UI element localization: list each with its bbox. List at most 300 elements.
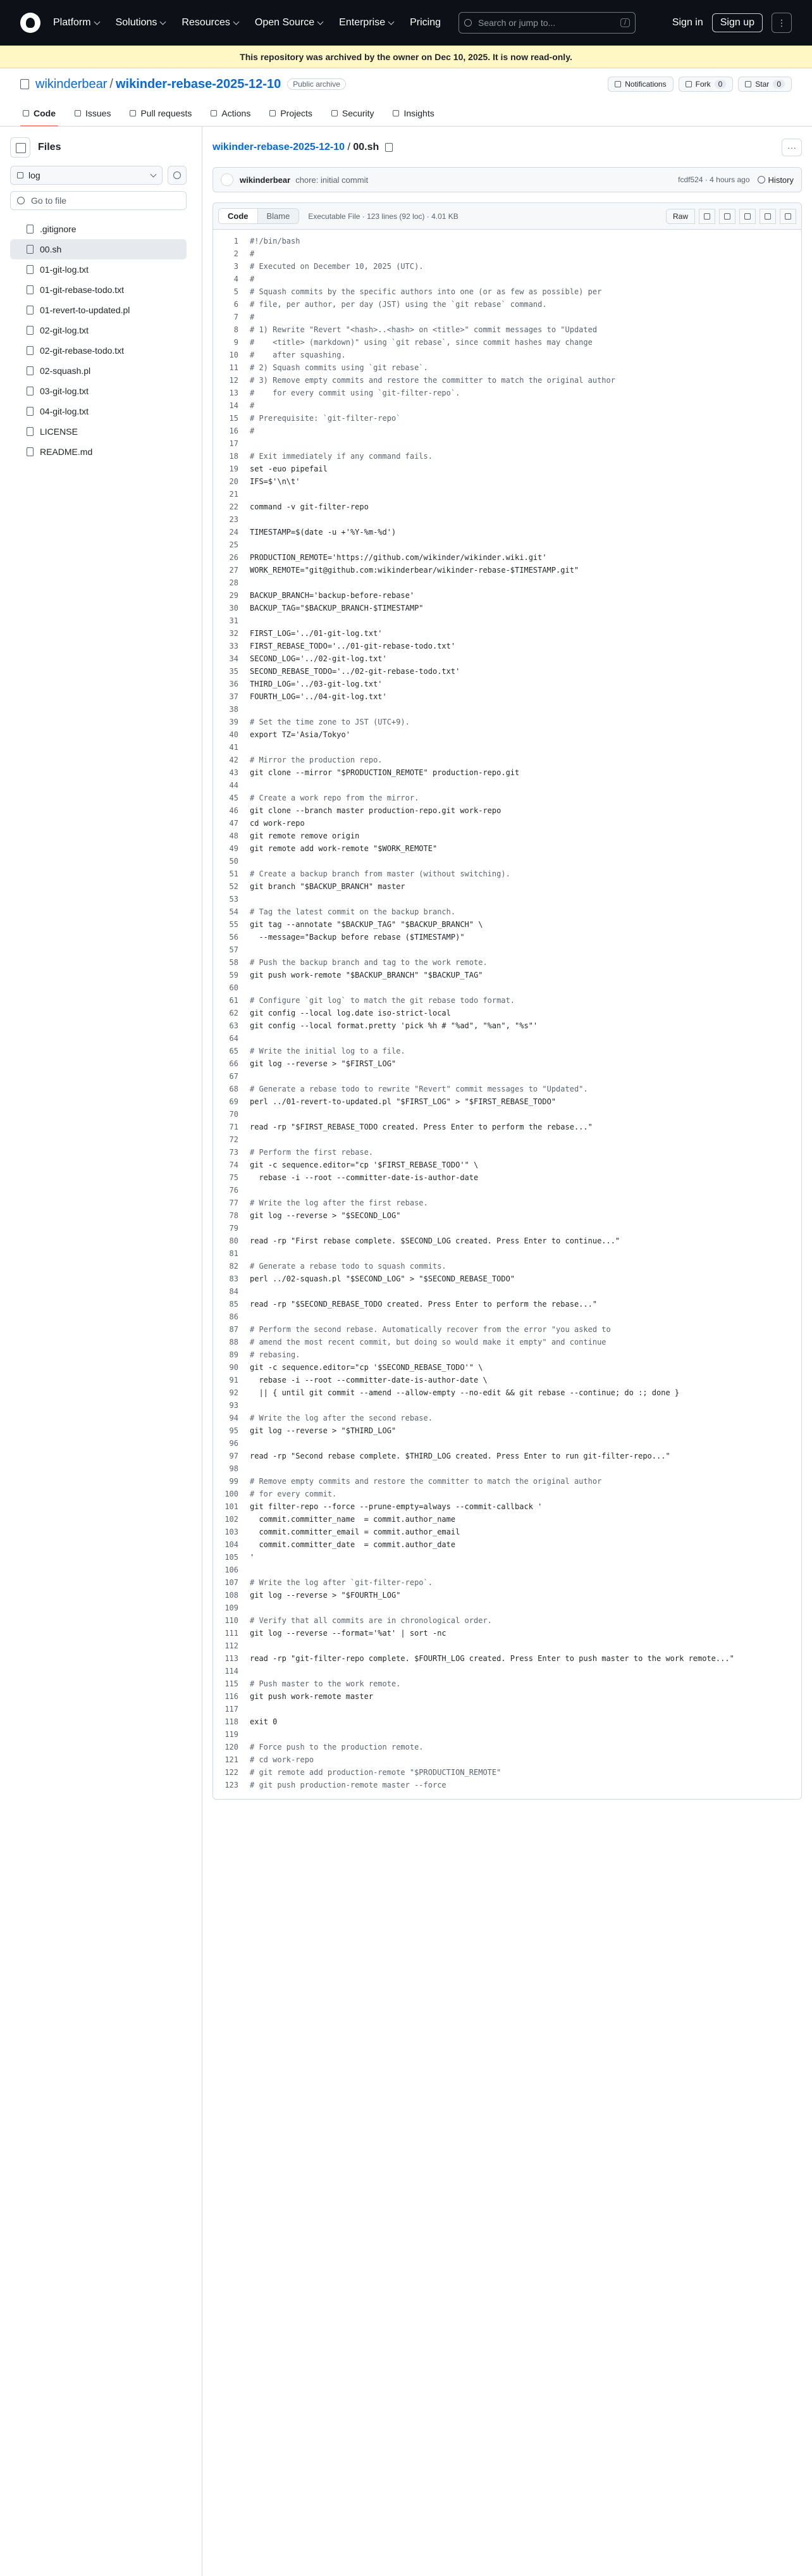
commit-meta[interactable]: fcdf524 · 4 hours ago bbox=[678, 175, 750, 184]
line-number[interactable]: 32 bbox=[229, 629, 238, 638]
nav-open-source[interactable]: Open Source bbox=[255, 17, 323, 28]
line-content: # Perform the second rebase. Automatically recover from the error "you asked to bbox=[250, 1325, 611, 1334]
line-number[interactable]: 82 bbox=[229, 1262, 238, 1271]
tab-issues[interactable]: Issues bbox=[72, 100, 113, 126]
line-content: # amend the most recent commit, but doing so would make it empty" and continue bbox=[250, 1338, 606, 1347]
line-content: commit.committer_name = commit.author_name bbox=[250, 1515, 456, 1524]
line-number[interactable]: 67 bbox=[229, 1072, 238, 1081]
line-number[interactable]: 101 bbox=[225, 1502, 238, 1511]
line-number[interactable]: 118 bbox=[225, 1717, 238, 1726]
file-tree-item-label: 04-git-log.txt bbox=[40, 406, 89, 416]
line-content: # after squashing. bbox=[250, 351, 346, 359]
raw-button[interactable]: Raw bbox=[666, 209, 695, 224]
file-tree-sidebar bbox=[0, 127, 202, 2576]
breadcrumb: wikinder-rebase-2025-12-10 / 00.sh bbox=[212, 142, 379, 152]
line-number[interactable]: 69 bbox=[229, 1097, 238, 1106]
line-number[interactable]: 50 bbox=[229, 857, 238, 866]
code-line bbox=[213, 905, 801, 918]
file-icon bbox=[27, 407, 34, 416]
line-content: # Push the backup branch and tag to the work remote. bbox=[250, 958, 488, 967]
global-nav bbox=[53, 17, 441, 28]
line-number[interactable]: 15 bbox=[229, 414, 238, 423]
tab-projects[interactable]: Projects bbox=[267, 100, 315, 126]
global-header bbox=[0, 0, 812, 46]
file-tree-item[interactable] bbox=[10, 361, 187, 381]
shield-icon bbox=[331, 110, 338, 116]
line-number[interactable]: 40 bbox=[229, 730, 238, 739]
copy-raw-icon[interactable] bbox=[699, 209, 715, 224]
file-tree-item[interactable] bbox=[10, 320, 187, 340]
line-number[interactable]: 6 bbox=[233, 300, 238, 309]
copy-path-icon[interactable] bbox=[385, 143, 393, 152]
code-line bbox=[213, 513, 801, 526]
line-content: # Mirror the production repo. bbox=[250, 756, 383, 764]
line-number[interactable]: 74 bbox=[229, 1160, 238, 1169]
line-number[interactable]: 109 bbox=[225, 1603, 238, 1612]
line-content: # Create a work repo from the mirror. bbox=[250, 793, 419, 802]
line-number[interactable]: 33 bbox=[229, 642, 238, 650]
line-content: set -euo pipefail bbox=[250, 464, 328, 473]
line-number[interactable]: 93 bbox=[229, 1401, 238, 1410]
line-number[interactable]: 46 bbox=[229, 806, 238, 815]
line-number[interactable]: 97 bbox=[229, 1452, 238, 1460]
line-content: rebase -i --root --committer-date-is-author-date \ bbox=[250, 1376, 488, 1384]
code-line bbox=[213, 501, 801, 513]
line-number[interactable]: 81 bbox=[229, 1249, 238, 1258]
breadcrumb-repo-link[interactable]: wikinder-rebase-2025-12-10 bbox=[212, 142, 345, 152]
file-icon bbox=[27, 427, 34, 436]
line-number[interactable]: 89 bbox=[229, 1350, 238, 1359]
line-number[interactable]: 38 bbox=[229, 705, 238, 714]
line-number[interactable]: 12 bbox=[229, 376, 238, 385]
code-line bbox=[213, 1222, 801, 1235]
file-tree-item[interactable] bbox=[10, 340, 187, 361]
line-number[interactable]: 113 bbox=[225, 1654, 238, 1663]
line-number[interactable]: 63 bbox=[229, 1021, 238, 1030]
line-number[interactable]: 11 bbox=[229, 363, 238, 372]
code-line bbox=[213, 1247, 801, 1260]
line-number[interactable]: 45 bbox=[229, 793, 238, 802]
code-line bbox=[213, 1526, 801, 1538]
line-number[interactable]: 112 bbox=[225, 1641, 238, 1650]
line-number[interactable]: 57 bbox=[229, 945, 238, 954]
branch-selector[interactable]: log bbox=[10, 166, 163, 185]
line-number[interactable]: 77 bbox=[229, 1198, 238, 1207]
code-line bbox=[213, 526, 801, 538]
line-content: FIRST_LOG='../01-git-log.txt' bbox=[250, 629, 383, 638]
line-number[interactable]: 56 bbox=[229, 933, 238, 942]
line-number[interactable]: 60 bbox=[229, 983, 238, 992]
line-number[interactable]: 111 bbox=[225, 1629, 238, 1638]
file-tree-item[interactable] bbox=[10, 239, 187, 259]
chevron-down-icon[interactable] bbox=[760, 209, 776, 224]
line-content: # bbox=[250, 426, 255, 435]
line-content: git -c sequence.editor="cp '$FIRST_REBASE_TODO'" \ bbox=[250, 1160, 479, 1169]
fork-button[interactable]: Fork 0 bbox=[679, 77, 734, 92]
line-number[interactable]: 55 bbox=[229, 920, 238, 929]
line-number[interactable]: 78 bbox=[229, 1211, 238, 1220]
line-number[interactable]: 34 bbox=[229, 654, 238, 663]
code-line bbox=[213, 1298, 801, 1310]
file-view bbox=[202, 127, 812, 2576]
line-number[interactable]: 53 bbox=[229, 895, 238, 904]
line-content: # bbox=[250, 313, 255, 321]
line-content: git push work-remote "$BACKUP_BRANCH" "$BACKUP_TAG" bbox=[250, 971, 483, 980]
code-line bbox=[213, 1437, 801, 1450]
file-icon bbox=[27, 366, 34, 375]
line-number[interactable]: 48 bbox=[229, 831, 238, 840]
go-to-file-input[interactable]: Go to file bbox=[10, 191, 187, 210]
tab-blame-view[interactable]: Blame bbox=[258, 209, 299, 223]
tab-insights[interactable]: Insights bbox=[390, 100, 436, 126]
line-number[interactable]: 98 bbox=[229, 1464, 238, 1473]
code-line bbox=[213, 602, 801, 614]
line-number[interactable]: 106 bbox=[225, 1565, 238, 1574]
file-tree-item[interactable] bbox=[10, 300, 187, 320]
tab-code-view[interactable]: Code bbox=[219, 209, 258, 223]
line-number[interactable]: 115 bbox=[225, 1679, 238, 1688]
line-number[interactable]: 2 bbox=[233, 249, 238, 258]
visibility-badge: Public archive bbox=[287, 78, 346, 90]
code-line bbox=[213, 1348, 801, 1361]
search-input[interactable]: Search or jump to... / bbox=[458, 12, 636, 34]
line-content: git remote add work-remote "$WORK_REMOTE" bbox=[250, 844, 438, 853]
tab-pull-requests[interactable]: Pull requests bbox=[127, 100, 194, 126]
commit-author-link[interactable]: wikinderbear bbox=[240, 175, 291, 185]
code-line bbox=[213, 1121, 801, 1133]
github-logo-icon[interactable] bbox=[20, 13, 40, 33]
line-number[interactable]: 17 bbox=[229, 439, 238, 448]
breadcrumb-file: 00.sh bbox=[353, 142, 379, 152]
code-line bbox=[213, 374, 801, 387]
chevron-down-icon bbox=[388, 18, 395, 25]
line-number[interactable]: 68 bbox=[229, 1085, 238, 1093]
line-content: # Squash commits by the specific authors into one (or as few as possible) per bbox=[250, 287, 602, 296]
line-content: # Set the time zone to JST (UTC+9). bbox=[250, 718, 410, 726]
line-number[interactable]: 14 bbox=[229, 401, 238, 410]
line-number[interactable]: 26 bbox=[229, 553, 238, 562]
line-number[interactable]: 29 bbox=[229, 591, 238, 600]
nav-solutions[interactable]: Solutions bbox=[116, 17, 166, 28]
line-number[interactable]: 76 bbox=[229, 1186, 238, 1195]
line-number[interactable]: 28 bbox=[229, 578, 238, 587]
line-number[interactable]: 18 bbox=[229, 452, 238, 461]
code-line bbox=[213, 1184, 801, 1197]
line-number[interactable]: 104 bbox=[225, 1540, 238, 1549]
line-number[interactable]: 116 bbox=[225, 1692, 238, 1701]
line-content: perl ../02-squash.pl "$SECOND_LOG" > "$SECOND_REBASE_TODO" bbox=[250, 1274, 515, 1283]
line-content: BACKUP_TAG="$BACKUP_BRANCH-$TIMESTAMP" bbox=[250, 604, 424, 613]
line-number[interactable]: 121 bbox=[225, 1755, 238, 1764]
line-number[interactable]: 54 bbox=[229, 907, 238, 916]
commit-message-link[interactable]: chore: initial commit bbox=[295, 175, 369, 185]
line-number[interactable]: 59 bbox=[229, 971, 238, 980]
line-number[interactable]: 96 bbox=[229, 1439, 238, 1448]
file-icon bbox=[27, 225, 34, 233]
line-number[interactable]: 83 bbox=[229, 1274, 238, 1283]
code-line bbox=[213, 842, 801, 855]
code-line bbox=[213, 387, 801, 399]
file-tree-item[interactable] bbox=[10, 219, 187, 239]
code-line bbox=[213, 298, 801, 311]
nav-platform[interactable]: Platform bbox=[53, 17, 99, 28]
more-options-icon[interactable]: ··· bbox=[782, 139, 802, 156]
star-icon bbox=[745, 81, 751, 87]
code-line bbox=[213, 855, 801, 868]
line-number[interactable]: 42 bbox=[229, 756, 238, 764]
line-number[interactable]: 95 bbox=[229, 1426, 238, 1435]
code-line bbox=[213, 1602, 801, 1614]
line-content: git log --reverse > "$FIRST_LOG" bbox=[250, 1059, 397, 1068]
line-number[interactable]: 88 bbox=[229, 1338, 238, 1347]
line-number[interactable]: 1 bbox=[233, 237, 238, 246]
sidebar-collapse-icon[interactable] bbox=[10, 137, 30, 158]
line-number[interactable]: 7 bbox=[233, 313, 238, 321]
line-number[interactable]: 13 bbox=[229, 389, 238, 397]
code-line bbox=[213, 754, 801, 766]
line-number[interactable]: 23 bbox=[229, 515, 238, 524]
line-content: # Write the log after `git-filter-repo`. bbox=[250, 1578, 433, 1587]
file-tree-item[interactable] bbox=[10, 401, 187, 421]
nav-pricing[interactable]: Pricing bbox=[410, 17, 441, 28]
file-tree-item-label: 02-squash.pl bbox=[40, 366, 91, 376]
line-number[interactable]: 8 bbox=[233, 325, 238, 334]
code-line bbox=[213, 1690, 801, 1703]
line-number[interactable]: 39 bbox=[229, 718, 238, 726]
line-number[interactable]: 105 bbox=[225, 1553, 238, 1562]
chevron-down-icon bbox=[151, 171, 157, 177]
line-content: # 1) Rewrite "Revert "<hash>..<hash> on <title>" commit messages to "Updated bbox=[250, 325, 598, 334]
nav-enterprise[interactable]: Enterprise bbox=[339, 17, 393, 28]
line-number[interactable]: 49 bbox=[229, 844, 238, 853]
line-number[interactable]: 65 bbox=[229, 1047, 238, 1055]
line-number[interactable]: 16 bbox=[229, 426, 238, 435]
line-number[interactable]: 85 bbox=[229, 1300, 238, 1309]
line-number[interactable]: 87 bbox=[229, 1325, 238, 1334]
search-files-button[interactable] bbox=[168, 166, 187, 185]
file-tree-item[interactable] bbox=[10, 442, 187, 462]
line-content: # Prerequisite: `git-filter-repo` bbox=[250, 414, 401, 423]
line-content: TIMESTAMP=$(date -u +'%Y-%m-%d') bbox=[250, 528, 397, 537]
file-icon bbox=[27, 387, 34, 395]
line-number[interactable]: 71 bbox=[229, 1123, 238, 1131]
code-line bbox=[213, 792, 801, 804]
line-content: IFS=$'\n\t' bbox=[250, 477, 300, 486]
line-content: SECOND_REBASE_TODO='../02-git-rebase-todo.txt' bbox=[250, 667, 460, 676]
code-line bbox=[213, 1614, 801, 1627]
line-content: # cd work-repo bbox=[250, 1755, 314, 1764]
file-tree-item[interactable] bbox=[10, 259, 187, 280]
line-number[interactable]: 94 bbox=[229, 1414, 238, 1422]
line-number[interactable]: 102 bbox=[225, 1515, 238, 1524]
line-number[interactable]: 117 bbox=[225, 1705, 238, 1714]
archived-banner: This repository was archived by the owner on Dec 10, 2025. It is now read-only. bbox=[0, 46, 812, 68]
file-tree-item[interactable] bbox=[10, 381, 187, 401]
line-content: # Create a backup branch from master (without switching). bbox=[250, 869, 510, 878]
line-number[interactable]: 22 bbox=[229, 502, 238, 511]
line-number[interactable]: 114 bbox=[225, 1667, 238, 1676]
line-content: FOURTH_LOG='../04-git-log.txt' bbox=[250, 692, 387, 701]
symbols-panel-icon[interactable] bbox=[780, 209, 796, 224]
code-line bbox=[213, 361, 801, 374]
line-number[interactable]: 41 bbox=[229, 743, 238, 752]
file-tree-item-label: 00.sh bbox=[40, 244, 62, 254]
line-number[interactable]: 58 bbox=[229, 958, 238, 967]
line-number[interactable]: 73 bbox=[229, 1148, 238, 1157]
line-content: exit 0 bbox=[250, 1717, 278, 1726]
line-number[interactable]: 79 bbox=[229, 1224, 238, 1233]
line-number[interactable]: 43 bbox=[229, 768, 238, 777]
code-lines bbox=[213, 230, 801, 1799]
line-number[interactable]: 27 bbox=[229, 566, 238, 575]
line-content: #!/bin/bash bbox=[250, 237, 300, 246]
avatar[interactable] bbox=[221, 173, 233, 186]
line-number[interactable]: 4 bbox=[233, 275, 238, 283]
table-icon bbox=[269, 110, 276, 116]
line-number[interactable]: 36 bbox=[229, 680, 238, 688]
line-number[interactable]: 86 bbox=[229, 1312, 238, 1321]
line-content: # bbox=[250, 275, 255, 283]
pull-request-icon bbox=[130, 110, 136, 116]
line-number[interactable]: 72 bbox=[229, 1135, 238, 1144]
notifications-button[interactable]: Notifications bbox=[608, 77, 673, 92]
line-content: # for every commit using `git-filter-repo`. bbox=[250, 389, 460, 397]
code-line bbox=[213, 981, 801, 994]
file-tree-item-label: .gitignore bbox=[40, 224, 77, 234]
line-number[interactable]: 90 bbox=[229, 1363, 238, 1372]
line-number[interactable]: 61 bbox=[229, 996, 238, 1005]
line-number[interactable]: 10 bbox=[229, 351, 238, 359]
line-number[interactable]: 47 bbox=[229, 819, 238, 828]
code-line bbox=[213, 1159, 801, 1171]
line-number[interactable]: 110 bbox=[225, 1616, 238, 1625]
file-tree-item[interactable] bbox=[10, 280, 187, 300]
line-number[interactable]: 108 bbox=[225, 1591, 238, 1600]
line-number[interactable]: 30 bbox=[229, 604, 238, 613]
code-line bbox=[213, 1083, 801, 1095]
code-line bbox=[213, 463, 801, 475]
download-icon[interactable] bbox=[719, 209, 735, 224]
line-number[interactable]: 119 bbox=[225, 1730, 238, 1739]
star-count: 0 bbox=[773, 80, 785, 89]
line-number[interactable]: 44 bbox=[229, 781, 238, 790]
line-number[interactable]: 24 bbox=[229, 528, 238, 537]
file-tree-item-label: README.md bbox=[40, 447, 93, 457]
code-line bbox=[213, 969, 801, 981]
line-content: # git push production-remote master --force bbox=[250, 1781, 446, 1789]
line-number[interactable]: 70 bbox=[229, 1110, 238, 1119]
edit-pencil-icon[interactable] bbox=[739, 209, 756, 224]
line-content: git remote remove origin bbox=[250, 831, 360, 840]
search-icon bbox=[17, 197, 25, 204]
line-number[interactable]: 9 bbox=[233, 338, 238, 347]
line-number[interactable]: 35 bbox=[229, 667, 238, 676]
code-line bbox=[213, 475, 801, 488]
line-content: # Write the log after the second rebase. bbox=[250, 1414, 433, 1422]
line-content: # Remove empty commits and restore the committer to match the original author bbox=[250, 1477, 602, 1486]
line-content: read -rp "$FIRST_REBASE_TODO created. Press Enter to perform the rebase..." bbox=[250, 1123, 593, 1131]
nav-resources[interactable]: Resources bbox=[181, 17, 238, 28]
line-number[interactable]: 80 bbox=[229, 1236, 238, 1245]
line-number[interactable]: 107 bbox=[225, 1578, 238, 1587]
line-number[interactable]: 99 bbox=[229, 1477, 238, 1486]
line-number[interactable]: 52 bbox=[229, 882, 238, 891]
line-content: THIRD_LOG='../03-git-log.txt' bbox=[250, 680, 383, 688]
code-line bbox=[213, 943, 801, 956]
code-line bbox=[213, 437, 801, 450]
repo-separator: / bbox=[109, 77, 113, 91]
repo-owner-link[interactable]: wikinderbear bbox=[35, 77, 108, 91]
line-number[interactable]: 20 bbox=[229, 477, 238, 486]
sign-up-button[interactable]: Sign up bbox=[712, 13, 763, 32]
code-line bbox=[213, 1652, 801, 1665]
code-line bbox=[213, 488, 801, 501]
line-content: read -rp "First rebase complete. $SECOND_LOG created. Press Enter to continue..." bbox=[250, 1236, 620, 1245]
sign-in-link[interactable]: Sign in bbox=[672, 17, 703, 28]
tab-actions[interactable]: Actions bbox=[208, 100, 253, 126]
code-line bbox=[213, 1665, 801, 1677]
code-line bbox=[213, 893, 801, 905]
file-tree-item-label: 01-git-rebase-todo.txt bbox=[40, 285, 125, 295]
line-content: git clone --branch master production-repo.git work-repo bbox=[250, 806, 501, 815]
line-number[interactable]: 3 bbox=[233, 262, 238, 271]
tab-code[interactable]: Code bbox=[20, 100, 58, 126]
history-button[interactable]: History bbox=[758, 175, 794, 185]
line-content: export TZ='Asia/Tokyo' bbox=[250, 730, 350, 739]
line-number[interactable]: 84 bbox=[229, 1287, 238, 1296]
line-number[interactable]: 123 bbox=[225, 1781, 238, 1789]
tab-security[interactable]: Security bbox=[329, 100, 377, 126]
code-line bbox=[213, 538, 801, 551]
line-number[interactable]: 62 bbox=[229, 1009, 238, 1017]
code-line bbox=[213, 1627, 801, 1640]
line-content: --message="Backup before rebase ($TIMESTAMP)" bbox=[250, 933, 465, 942]
line-content: PRODUCTION_REMOTE='https://github.com/wikinder/wikinder.wiki.git' bbox=[250, 553, 547, 562]
star-button[interactable]: Star 0 bbox=[738, 77, 792, 92]
line-content: # Write the log after the first rebase. bbox=[250, 1198, 428, 1207]
code-line bbox=[213, 1361, 801, 1374]
line-number[interactable]: 51 bbox=[229, 869, 238, 878]
line-number[interactable]: 64 bbox=[229, 1034, 238, 1043]
line-content: read -rp "git-filter-repo complete. $FOURTH_LOG created. Press Enter to push master to the work remote..." bbox=[250, 1654, 734, 1663]
code-line bbox=[213, 1462, 801, 1475]
line-number[interactable]: 120 bbox=[225, 1743, 238, 1752]
line-content: # bbox=[250, 249, 255, 258]
line-number[interactable]: 75 bbox=[229, 1173, 238, 1182]
line-number[interactable]: 25 bbox=[229, 540, 238, 549]
line-number[interactable]: 100 bbox=[225, 1490, 238, 1498]
code-line bbox=[213, 830, 801, 842]
line-number[interactable]: 21 bbox=[229, 490, 238, 499]
line-number[interactable]: 5 bbox=[233, 287, 238, 296]
kebab-menu-icon[interactable]: ⋮ bbox=[772, 13, 792, 33]
code-line bbox=[213, 1386, 801, 1399]
repo-tabs bbox=[0, 100, 812, 127]
file-tree-item[interactable] bbox=[10, 421, 187, 442]
line-number[interactable]: 19 bbox=[229, 464, 238, 473]
line-content: BACKUP_BRANCH='backup-before-rebase' bbox=[250, 591, 415, 600]
code-line bbox=[213, 1171, 801, 1184]
code-line bbox=[213, 1310, 801, 1323]
line-number[interactable]: 92 bbox=[229, 1388, 238, 1397]
line-number[interactable]: 91 bbox=[229, 1376, 238, 1384]
line-number[interactable]: 103 bbox=[225, 1528, 238, 1536]
line-number[interactable]: 122 bbox=[225, 1768, 238, 1777]
repo-name-link[interactable]: wikinder-rebase-2025-12-10 bbox=[115, 77, 281, 91]
line-number[interactable]: 37 bbox=[229, 692, 238, 701]
line-number[interactable]: 66 bbox=[229, 1059, 238, 1068]
line-number[interactable]: 31 bbox=[229, 616, 238, 625]
